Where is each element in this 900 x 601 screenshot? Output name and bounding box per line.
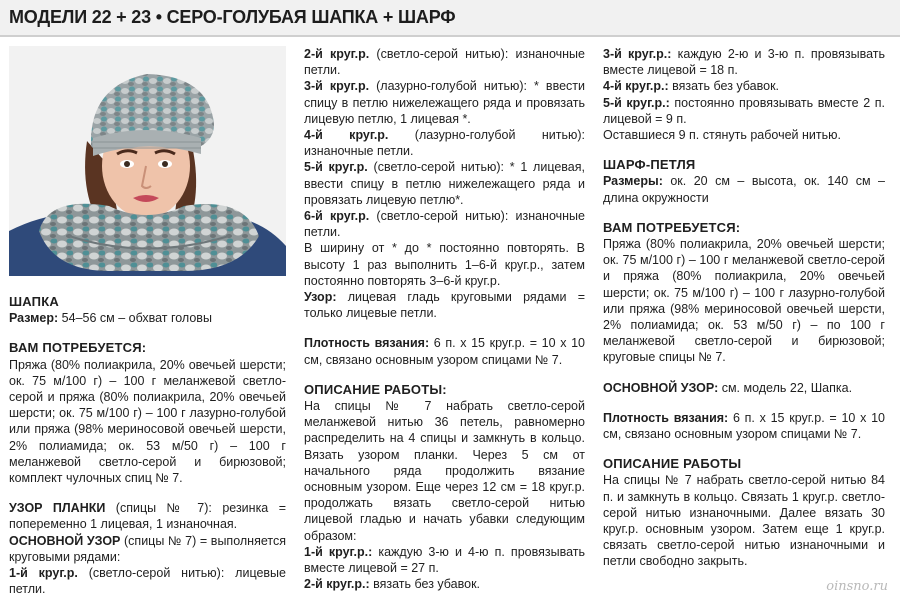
- decrease-round-4-text: вязать без убавок.: [668, 79, 780, 94]
- scarf-materials-heading: ВАМ ПОТРЕБУЕТСЯ:: [603, 219, 741, 235]
- scarf-sizes-text: ок. 20 см – высота, ок. 140 см – длина окружности: [603, 174, 885, 205]
- size-text: 54–56 см – обхват головы: [58, 311, 212, 326]
- size-label: Размер:: [9, 311, 59, 326]
- round-4: [304, 127, 585, 159]
- gauge-text: 6 п. х 15 круг.р. = 10 х 10 см, связано основным узором спицами № 7.: [304, 336, 585, 367]
- scarf-sizes-label: Размеры:: [603, 174, 663, 189]
- round-3-label: 3-й круг.р.: [304, 79, 370, 94]
- pattern-text: лицевая гладь круговыми рядами = только лицевые петли.: [304, 290, 585, 321]
- scarf-instructions-text: На спицы № 7 набрать светло-серой нитью 84 п. и замкнуть в кольцо. Связать 1 круг.р. светло-серой нитью изнаночными. Далее вязать 30 круг.р. основным узором. Затем еще 1 круг.р. связать светло-серой нитью изнаночными и петли свободно закрыть.: [603, 473, 885, 569]
- round-1-text: (светло-серой нитью): лицевые петли.: [9, 566, 286, 597]
- scarf-instructions-heading: ОПИСАНИЕ РАБОТЫ: [603, 456, 742, 472]
- decrease-round-4: [603, 78, 885, 94]
- decrease-round-2: [304, 576, 585, 592]
- decrease-round-2-label: 2-й круг.р.:: [304, 577, 370, 592]
- repeat-instructions: В ширину от * до * постоянно повторять. В высоту 1 раз выполнить 1–6-й круг.р., затем постоянно повторять 3–6-й круг.р.: [304, 241, 585, 288]
- scarf-gauge-label: Плотность вязания:: [603, 410, 729, 425]
- decrease-round-3-text: каждую 2-ю и 3-ю п. провязывать вместе лицевой = 18 п.: [603, 47, 885, 78]
- pattern-note: [304, 289, 585, 321]
- scarf-main-pattern-text: см. модель 22, Шапка.: [718, 380, 853, 395]
- column-scarf: [603, 46, 885, 570]
- decrease-round-1-label: 1-й круг.р.:: [304, 544, 373, 559]
- round-5-text: (светло-серой нитью): * 1 лицевая, ввести спицу в петлю нижележащего ряда и провязать лицевую петлю*.: [304, 160, 585, 207]
- instructions-text: На спицы № 7 набрать светло-серой меланжевой нитью 36 петель, равномерно распределить на 4 спицы и замкнуть в кольцо. Вязать узором планки. Через 5 см от начального ряда продолжить вязание основным узором. Еще через 12 см = 18 круг.р. продолжать вязать светло-серой нитью лицевой гладью и начать убавки следующим образом:: [304, 399, 585, 543]
- scarf-materials-text: Пряжа (80% полиакрила, 20% овечьей шерсти; ок. 75 м/100 г) – 100 г меланжевой светло-серой и пряжа (80% полиакрила, 20% овечьей шерсти; ок. 75 м/100 г) – 100 г лазурно-голубой или пряжа (98% мериносовой овечьей шерсти, 2% полиамида; ок. 53 м/50 г) – по 100 г меланжевой светло-серой и бирюзовой; круговые спицы № 7.: [603, 237, 885, 365]
- round-4-label: 4-й круг.р.: [304, 128, 389, 143]
- column-hat-pattern: [304, 46, 585, 593]
- main-pattern-text: (спицы № 7) = выполняется круговыми рядами:: [9, 533, 286, 564]
- decrease-round-2-text: вязать без убавок.: [369, 577, 481, 592]
- header-divider: [0, 35, 900, 37]
- round-4-text: (лазурно-голубой нитью): изнаночные петли.: [304, 128, 585, 159]
- round-1-label: 1-й круг.р.: [9, 566, 78, 581]
- round-6-text: (светло-серой нитью): изнаночные петли.: [304, 209, 585, 240]
- round-2-label: 2-й круг.р.: [304, 47, 370, 61]
- pattern-label: Узор:: [304, 290, 337, 305]
- page-header: [0, 0, 900, 37]
- scarf-gauge-text: 6 п. х 15 круг.р. = 10 х 10 см, связано основным узором спицами № 7.: [603, 410, 885, 442]
- decrease-round-5-label: 5-й круг.р.:: [603, 95, 670, 110]
- decrease-round-1-text: каждую 3-ю и 4-ю п. провязывать вместе лицевой = 27 п.: [304, 544, 585, 576]
- decrease-round-1: [304, 544, 585, 576]
- finish-note: Оставшиеся 9 п. стянуть рабочей нитью.: [603, 128, 841, 143]
- hat-title: ШАПКА: [9, 294, 59, 309]
- round-5-label: 5-й круг.р.: [304, 160, 368, 175]
- gauge-label: Плотность вязания:: [304, 336, 430, 351]
- round-2: [304, 46, 585, 78]
- column-hat-intro: [9, 294, 286, 597]
- model-photo: [9, 46, 286, 276]
- main-pattern-label: ОСНОВНОЙ УЗОР: [9, 533, 121, 548]
- round-1: [9, 565, 286, 597]
- scarf-title: ШАРФ-ПЕТЛЯ: [603, 157, 696, 173]
- decrease-round-5: [603, 95, 885, 127]
- woman-in-knit-hat-illustration: [9, 46, 286, 276]
- site-watermark: oinsno.ru: [826, 579, 888, 594]
- scarf-gauge: [603, 410, 885, 442]
- materials-text: Пряжа (80% полиакрила, 20% овечьей шерсти; ок. 75 м/100 г) – 100 г меланжевой светло-серой и пряжа (80% полиакрила, 20% овечьей шерсти; ок. 75 м/100 г) – 100 г лазурно-голубой или пряжа (98% мериносовой овечьей шерсти, 2% полиамида; ок. 53 м/50 г) – 100 г меланжевой светло-серой и бирюзовой; комплект чулочных спиц № 7.: [9, 357, 286, 486]
- strip-pattern-text: (спицы № 7): резинка = попеременно 1 лицевая, 1 изнаночная.: [9, 501, 286, 532]
- round-2-text: (светло-серой нитью): изнаночные петли.: [304, 47, 585, 78]
- decrease-round-3-label: 3-й круг.р.:: [603, 47, 672, 61]
- page-title: МОДЕЛИ 22 + 23 • СЕРО-ГОЛУБАЯ ШАПКА + ШАРФ: [9, 7, 456, 27]
- strip-pattern: [9, 500, 286, 532]
- scarf-main-pattern-label: ОСНОВНОЙ УЗОР:: [603, 380, 719, 395]
- decrease-round-4-label: 4-й круг.р.:: [603, 79, 669, 94]
- hat-size: [9, 310, 286, 326]
- materials-heading: ВАМ ПОТРЕБУЕТСЯ:: [9, 340, 147, 356]
- scarf-sizes: [603, 173, 885, 205]
- decrease-round-5-text: постоянно провязывать вместе 2 п. лицевой = 9 п.: [603, 95, 885, 126]
- round-3-text: (лазурно-голубой нитью): * ввести спицу в петлю нижележащего ряда и провязать лицевую петлю, 1 лицевая *.: [304, 79, 585, 126]
- decrease-round-3: [603, 46, 885, 78]
- round-3: [304, 78, 585, 127]
- round-6-label: 6-й круг.р.: [304, 209, 370, 224]
- gauge: [304, 335, 585, 367]
- round-5: [304, 159, 585, 208]
- scarf-main-pattern: [603, 380, 885, 396]
- strip-pattern-label: УЗОР ПЛАНКИ: [9, 501, 106, 516]
- main-pattern: [9, 533, 286, 565]
- instructions-heading: ОПИСАНИЕ РАБОТЫ:: [304, 381, 447, 397]
- round-6: [304, 208, 585, 240]
